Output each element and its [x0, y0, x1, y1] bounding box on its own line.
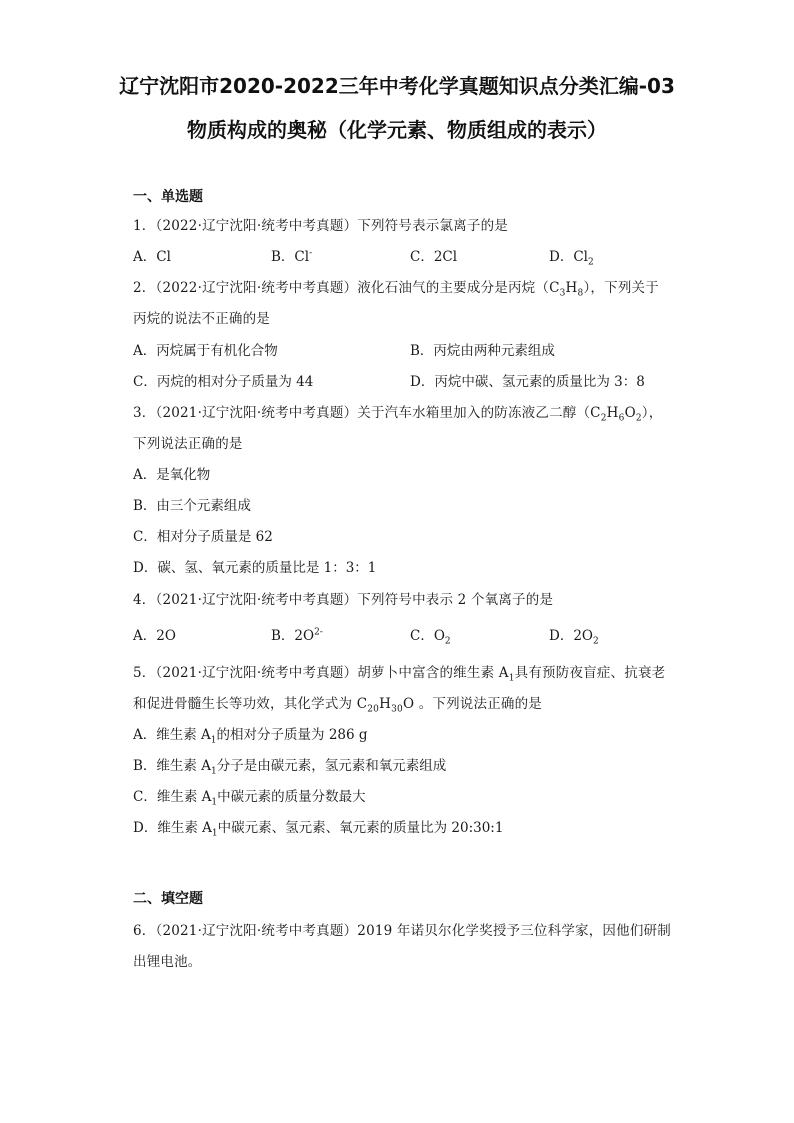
- question-3-option-c: C．相对分子质量是 62: [133, 529, 273, 545]
- question-4-stem: 4．（2021·辽宁沈阳·统考中考真题）下列符号中表示 2 个氧离子的是: [133, 592, 554, 608]
- question-3-option-d: D．碳、氢、氧元素的质量比是 1：3：1: [133, 560, 377, 576]
- question-2-option-b: B．丙烷由两种元素组成: [410, 343, 555, 359]
- question-5-stem: 5．（2021·辽宁沈阳·统考中考真题）胡萝卜中富含的维生素 $A_1$具有预防夜盲症、抗衰老: [133, 665, 666, 684]
- question-6-stem: 6．（2021·辽宁沈阳·统考中考真题）2019 年诺贝尔化学奖授予三位科学家，因他们研制: [133, 923, 671, 939]
- question-2-option-d: D．丙烷中碳、氢元素的质量比为 3：8: [410, 374, 645, 390]
- section-heading-fill-blank: 二、填空题: [133, 891, 203, 907]
- section-heading-single-choice: 一、单选题: [133, 189, 203, 205]
- question-3-option-a: A．是氧化物: [133, 467, 211, 483]
- question-2-stem-line2: 丙烷的说法不正确的是: [133, 311, 270, 327]
- question-5-stem-line2: 和促进骨髓生长等功效，其化学式为 $C_{20}H_{30}O$ 。下列说法正确的是: [133, 696, 542, 715]
- question-5-option-c: C．维生素 $A_1$中碳元素的质量分数最大: [133, 789, 366, 808]
- page-title-line1: 辽宁沈阳市2020-2022三年中考化学真题知识点分类汇编-03: [119, 74, 675, 98]
- question-2-option-c: C．丙烷的相对分子质量为 44: [133, 374, 314, 390]
- question-4-option-a: A．2O: [133, 628, 176, 644]
- question-5-option-a: A．维生素 $A_1$的相对分子质量为 286 g: [133, 727, 368, 746]
- question-2-option-a: A．丙烷属于有机化合物: [133, 343, 278, 359]
- question-5-option-d: D．维生素 $A_1$中碳元素、氢元素、氧元素的质量比为 20:30:1: [133, 820, 504, 839]
- question-1-stem: 1．（2022·辽宁沈阳·统考中考真题）下列符号表示氯离子的是: [133, 218, 508, 234]
- question-1-option-a: A．Cl: [133, 249, 171, 265]
- question-6-stem-line2: 出锂电池。: [133, 954, 202, 970]
- question-3-option-b: B．由三个元素组成: [133, 498, 251, 514]
- question-4-option-c: C．$O_2$: [410, 628, 451, 647]
- question-1-option-b: B．Cl-: [271, 248, 313, 265]
- question-1-option-d: D．$Cl_2$: [549, 249, 594, 268]
- question-4-option-d: D．$2O_2$: [549, 628, 599, 647]
- question-3-stem: 3．（2021·辽宁沈阳·统考中考真题）关于汽车水箱里加入的防冻液乙二醇$(C_2H_6O_2)$，: [133, 405, 663, 424]
- page-title-line2: 物质构成的奥秘（化学元素、物质组成的表示）: [187, 118, 607, 142]
- question-1-option-c: C．2Cl: [410, 249, 458, 265]
- question-2-stem: 2．（2022·辽宁沈阳·统考中考真题）液化石油气的主要成分是丙烷$(C_3H_8)$，下列关于: [133, 280, 659, 299]
- question-4-option-b: B．$2O^{2-}$: [271, 627, 323, 644]
- question-5-option-b: B．维生素 $A_1$分子是由碳元素，氢元素和氧元素组成: [133, 758, 447, 777]
- question-3-stem-line2: 下列说法正确的是: [133, 436, 243, 452]
